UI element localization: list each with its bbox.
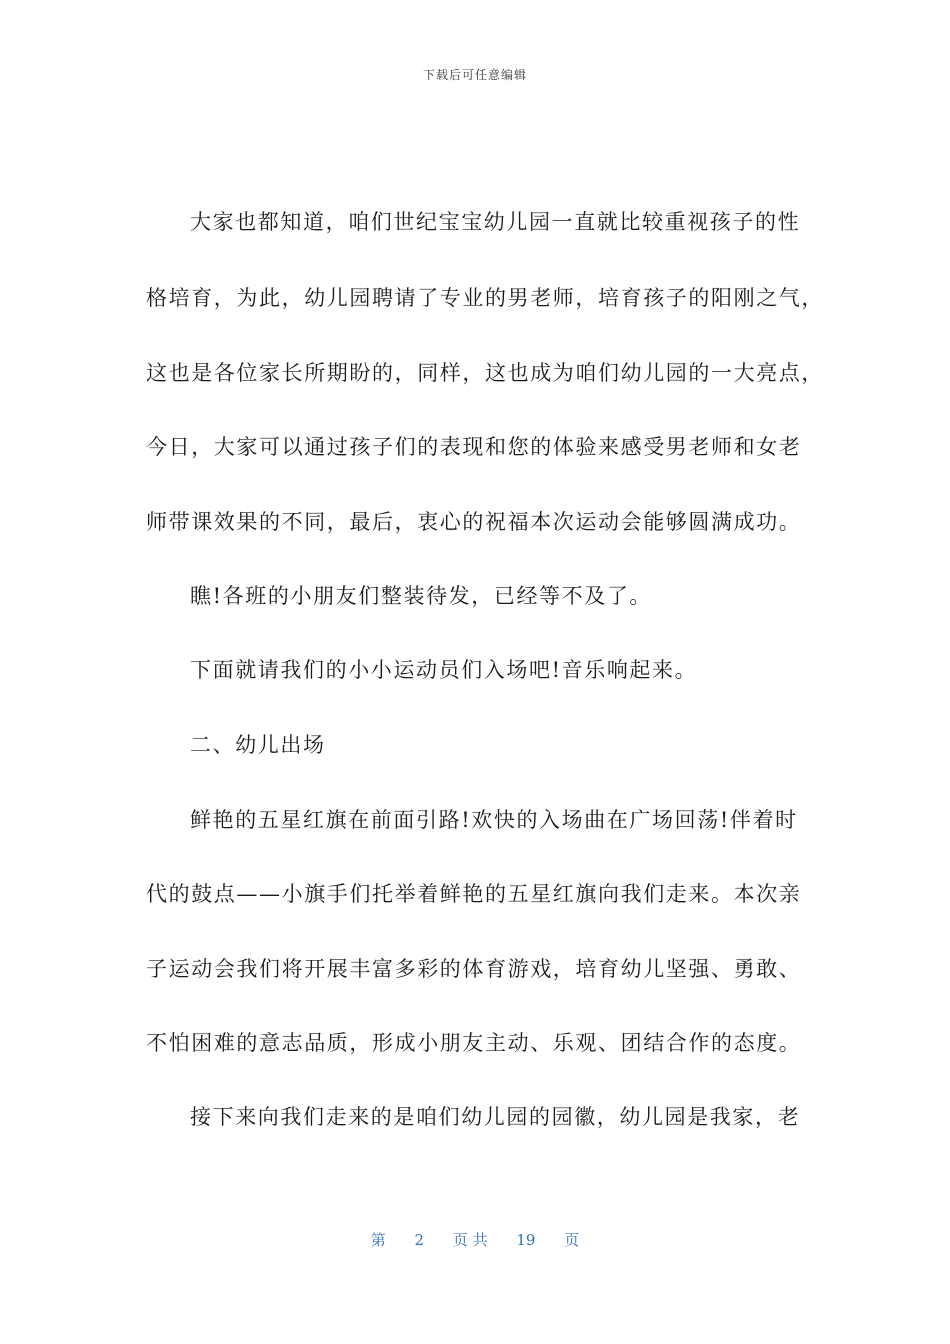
paragraph-line: 子运动会我们将开展丰富多彩的体育游戏，培育幼儿坚强、勇敢、: [146, 957, 802, 981]
page-footer: [0, 1229, 950, 1250]
paragraph-line: 瞧!各班的小朋友们整装待发，已经等不及了。: [190, 584, 653, 608]
page-header: 下载后可任意编辑: [422, 68, 527, 82]
paragraph-line: 下面就请我们的小小运动员们入场吧!音乐响起来。: [190, 658, 698, 682]
paragraph-line: 代的鼓点——小旗手们托举着鲜艳的五星红旗向我们走来。本次亲: [146, 882, 802, 906]
paragraph-line: 今日，大家可以通过孩子们的表现和您的体验来感受男老师和女老: [146, 435, 802, 459]
paragraph-line: 师带课效果的不同，最后，衷心的祝福本次运动会能够圆满成功。: [146, 510, 802, 534]
current-page-number: 2: [414, 1231, 425, 1249]
total-pages-number: 19: [516, 1231, 536, 1249]
paragraph-line: 格培育，为此，幼儿园聘请了专业的男老师，培育孩子的阳刚之气，: [146, 286, 824, 310]
paragraph-line: 这也是各位家长所期盼的，同样，这也成为咱们幼儿园的一大亮点，: [146, 361, 824, 385]
footer-suffix: 页: [564, 1231, 580, 1249]
footer-prefix: 第: [370, 1231, 386, 1249]
section-heading: 二、幼儿出场: [190, 733, 326, 757]
footer-middle: 页 共: [452, 1231, 488, 1249]
paragraph-line: 大家也都知道，咱们世纪宝宝幼儿园一直就比较重视孩子的性: [190, 210, 801, 234]
paragraph-line: 不怕困难的意志品质，形成小朋友主动、乐观、团结合作的态度。: [146, 1031, 802, 1055]
paragraph-line: 接下来向我们走来的是咱们幼儿园的园徽，幼儿园是我家，老: [190, 1105, 801, 1129]
paragraph-line: 鲜艳的五星红旗在前面引路!欢快的入场曲在广场回荡!伴着时: [190, 808, 798, 832]
